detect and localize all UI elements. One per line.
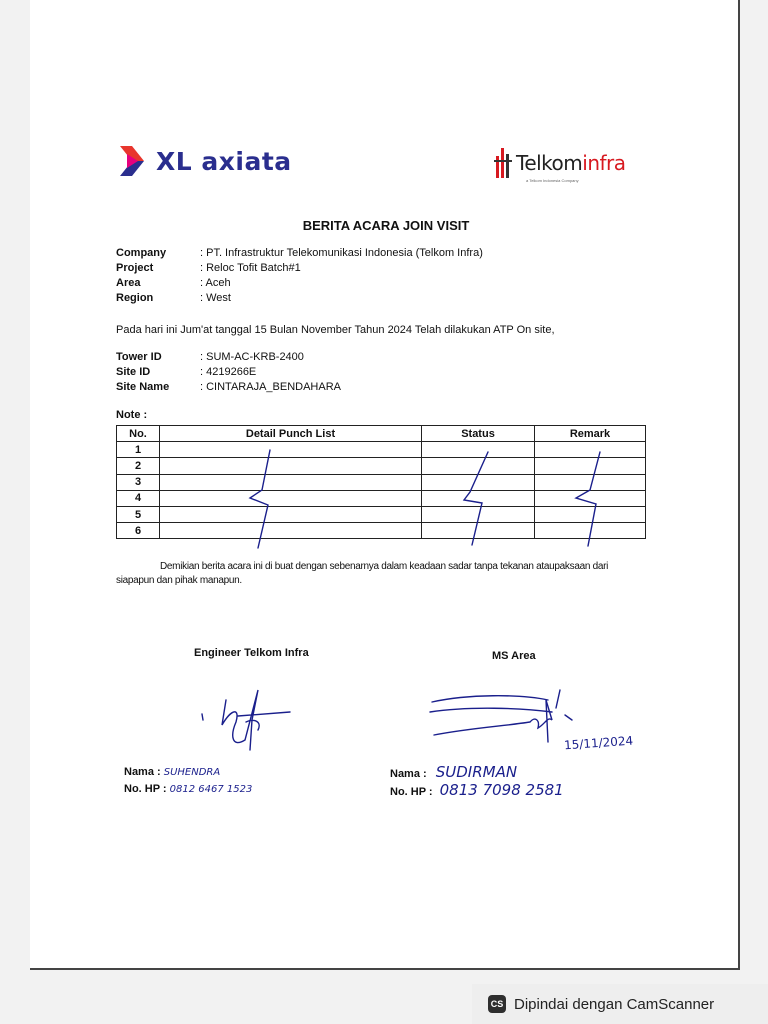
camscanner-icon: CS [488, 995, 506, 1013]
telkom-infra-logo [494, 146, 626, 183]
site-info-block [116, 350, 341, 395]
note-label: Note : [116, 409, 148, 421]
xl-logo-text: XL axiata [156, 146, 292, 176]
right-name-value: SUDIRMAN [435, 763, 518, 781]
left-hp-row: No. HP : 0812 6467 1523 [124, 783, 253, 795]
info-row-region: Region : West [116, 292, 231, 304]
info-row-company: Company : PT. Infrastruktur Telekomunikasi Indonesia (Telkom Infra) [116, 247, 483, 259]
punch-list-table [116, 425, 646, 539]
telkom-logo-mark-icon [494, 146, 512, 180]
info-row-area: Area : Aceh [116, 277, 231, 289]
statement-paragraph: Pada hari ini Jum'at tanggal 15 Bulan November Tahun 2024 Telah dilakukan ATP On site, [116, 324, 555, 336]
document-title: BERITA ACARA JOIN VISIT [302, 218, 470, 233]
right-hp-value: 0813 7098 2581 [439, 781, 564, 799]
table-row: 4 [117, 490, 646, 506]
left-signatory-heading: Engineer Telkom Infra [194, 647, 309, 659]
left-signatory-details [124, 764, 252, 798]
right-signatory-heading: MS Area [492, 650, 536, 662]
left-hp-value: 0812 6467 1523 [169, 784, 253, 795]
table-row: 3 [117, 474, 646, 490]
table-row: 6 [117, 523, 646, 539]
closing-statement: Demikian berita acara ini di buat dengan sebenarnya dalam keadaan sadar tanpa tekanan ataupaksaan dari siapapun dan pihak manapun. [116, 561, 609, 586]
col-no-header: No. [117, 426, 160, 442]
site-row-site-name: Site Name : CINTARAJA_BENDAHARA [116, 381, 341, 393]
col-remark-header: Remark [535, 426, 646, 442]
xl-axiata-logo [118, 144, 292, 178]
camscanner-watermark [472, 984, 768, 1024]
left-name-value: SUHENDRA [163, 767, 221, 778]
company-info-block [116, 246, 483, 306]
col-detail-header: Detail Punch List [160, 426, 422, 442]
table-row: 5 [117, 506, 646, 522]
table-header-row [117, 426, 646, 442]
table-row: 1 [117, 442, 646, 458]
telkom-logo-tagline: a Telkom Indonesia Company [526, 178, 579, 183]
right-signatory-details [390, 764, 564, 800]
col-status-header: Status [422, 426, 535, 442]
right-name-row: Nama : SUDIRMAN [390, 763, 518, 781]
camscanner-label: Dipindai dengan CamScanner [514, 995, 715, 1013]
right-hp-row: No. HP : 0813 7098 2581 [390, 781, 564, 799]
xl-logo-mark-icon [118, 144, 150, 178]
site-row-site-id: Site ID : 4219266E [116, 366, 257, 378]
site-row-tower-id: Tower ID : SUM-AC-KRB-2400 [116, 351, 304, 363]
left-name-row: Nama : SUHENDRA [124, 766, 221, 778]
table-row: 2 [117, 458, 646, 474]
telkom-logo-word: Telkominfra [516, 151, 626, 175]
info-row-project: Project : Reloc Tofit Batch#1 [116, 262, 301, 274]
right-signature-date: 15/11/2024 [563, 733, 634, 753]
